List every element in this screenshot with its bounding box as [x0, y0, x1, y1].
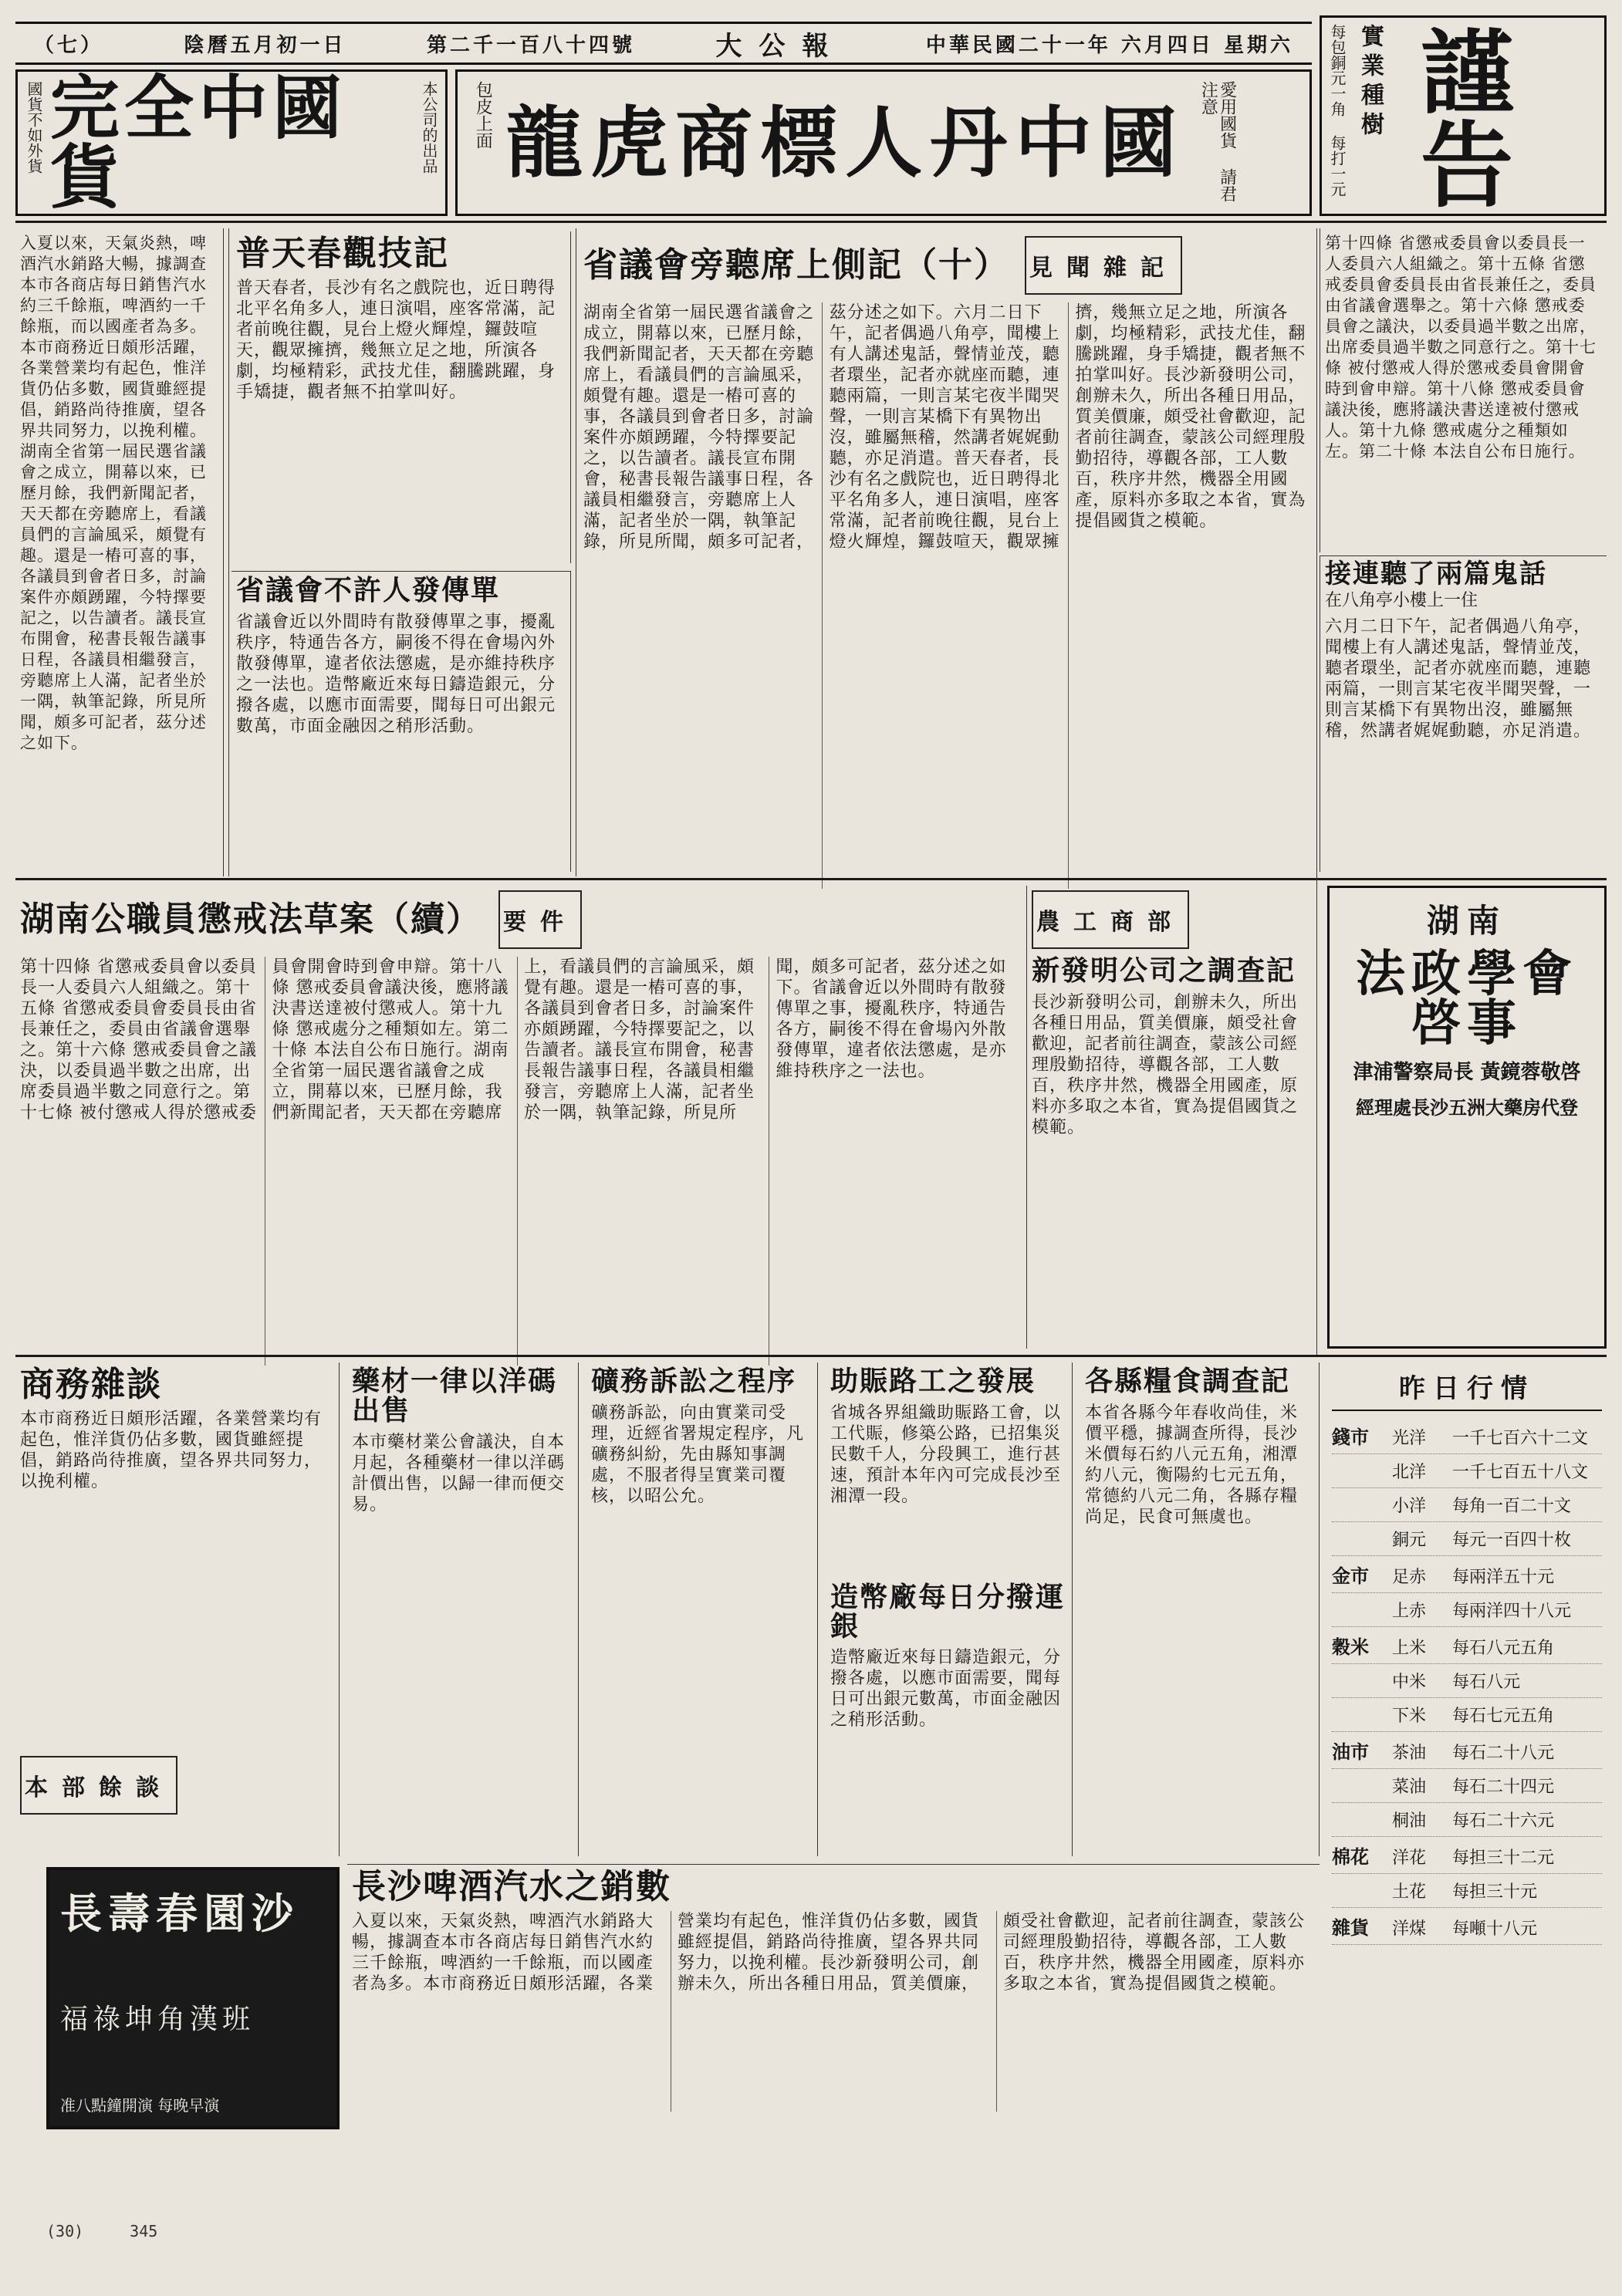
article-body: 本市藥材業公會議決，自本月起，各種藥材一律以洋碼計價出售，以歸一律而便交易。	[352, 1432, 566, 1514]
article-liangshi	[1080, 1362, 1320, 1856]
market-row	[1332, 1522, 1602, 1556]
article-chengjie	[15, 886, 1019, 1349]
article-left-column: 入夏以來，天氣炎熱，啤酒汽水銷路大暢，據調查本市各商店每日銷售汽水約三千餘瓶，啤酒約一千餘瓶，而以國產者為多。本市商務近日頗形活躍，各業營業均有起色，惟洋貨仍佔多數，國貨雖經提倡，銷路尚待推廣，望各界共同努力，以挽利權。湖南全省第一屆民選省議會之成立，開幕以來，已歷月餘，我們新聞記者，天天都在旁聽席上，看議員們的言論風采，頗覺有趣。還是一樁可喜的事，各議員到會者日多，討論案件亦頗踴躍，今特擇要記之，以告讀者。議長宣布開會，秘書長報告議事日程，各議員相繼發言，旁聽席上人滿，記者坐於一隅，執筆記錄，所見所聞，頗多可記者，茲分述之如下。	[15, 228, 224, 876]
market-category: 棉花	[1332, 1845, 1369, 1868]
article-body: 普天春者，長沙有名之戲院也，近日聘得北平名角多人，連日演唱，座客常滿，記者前晚往觀，見台上燈火輝煌，鑼鼓喧天，觀眾擁擠，幾無立足之地，所演各劇，均極精彩，武技尤佳，翻騰跳躍，身手矯捷，觀者無不拍掌叫好。	[236, 279, 556, 403]
ad-headline-center: 龍虎商標人丹中國	[505, 97, 1185, 188]
divider-top	[15, 221, 1607, 223]
market-item: 足赤	[1392, 1568, 1427, 1587]
ad-line2: 福祿坤角漢班	[60, 2003, 255, 2035]
market-value: 每担三十二元	[1452, 1849, 1555, 1868]
market-row	[1332, 1698, 1602, 1732]
article-title: 省議會旁聽席上側記（十）	[583, 245, 1009, 285]
market-category: 金市	[1332, 1565, 1369, 1587]
footer-num: 345	[130, 2222, 158, 2240]
ad-headline: 完全中國貨	[50, 67, 346, 218]
market-row	[1332, 1417, 1602, 1454]
market-row	[1332, 1874, 1602, 1908]
column-label-jianwen: 見聞雜記	[1025, 236, 1182, 295]
market-item: 中米	[1392, 1673, 1427, 1692]
page-number: （七）	[34, 33, 104, 57]
market-row	[1332, 1803, 1602, 1837]
article-title: 助賑路工之發展	[830, 1365, 1036, 1397]
article-title: 湖南公職員懲戒法草案（續）	[20, 899, 482, 939]
ad-title: 法政學會啓事	[1356, 945, 1578, 1052]
article-yaocai	[347, 1362, 579, 1856]
market-value: 每担三十元	[1452, 1882, 1538, 1902]
article-title: 省議會不許人發傳單	[236, 574, 501, 606]
article-putianchun	[231, 231, 571, 563]
market-value: 每元一百四十枚	[1452, 1531, 1572, 1550]
ad-line1: 長壽春園沙	[60, 1889, 299, 1938]
top-right-ad	[1320, 15, 1607, 216]
article-body: 本省各縣今年春收尚佳，米價平穩，據調查所得，長沙米價每石約八元五角，湘潭約八元，衡陽約七元五角，常德約八元二角，各縣存糧尚足，民食可無虞也。	[1085, 1403, 1299, 1527]
date-line: 中華民國二十一年 六月四日 星期六	[925, 33, 1293, 57]
market-row	[1332, 1769, 1602, 1803]
article-kuangwu	[586, 1362, 818, 1856]
footer-left: (30)	[46, 2222, 84, 2240]
market-category: 雜貨	[1332, 1916, 1369, 1939]
article-body: 造幣廠近來每日鑄造銀元，分撥各處，以應市面需要，聞每日可出銀元數萬，市面金融因之稍形活動。	[830, 1648, 1062, 1730]
article-body: 本市商務近日頗形活躍，各業營業均有起色，惟洋貨仍佔多數，國貨雖經提倡，銷路尚待推廣，望各界共同努力，以挽利權。	[20, 1410, 323, 1492]
theatre-ad	[46, 1867, 340, 2129]
ad-side-text: 每包銅元一角 每打一元	[1328, 24, 1347, 197]
market-value: 一千七百六十二文	[1452, 1429, 1589, 1448]
market-item: 銅元	[1392, 1531, 1427, 1550]
article-guihua	[1320, 555, 1607, 872]
article-title: 接連聽了兩篇鬼話	[1325, 559, 1547, 589]
column-label-benbu: 本部餘談	[20, 1756, 177, 1815]
market-category: 錢市	[1332, 1426, 1369, 1448]
lunar-date: 陰曆五月初一日	[184, 33, 346, 57]
article-title: 各縣糧食調查記	[1085, 1365, 1291, 1397]
law-society-ad	[1327, 886, 1607, 1349]
article-xinfaming	[1026, 886, 1320, 1349]
market-item: 菜油	[1392, 1778, 1427, 1797]
ad-headline-right: 謹告	[1405, 24, 1514, 209]
article-title: 藥材一律以洋碼出售	[352, 1365, 558, 1427]
article-body: 湖南全省第一屆民選省議會之成立，開幕以來，已歷月餘，我們新聞記者，天天都在旁聽席上，看議員們的言論風采，頗覺有趣。還是一樁可喜的事，各議員到會者日多，討論案件亦頗踴躍，今特擇要記之，以告讀者。議長宣布開會，秘書長報告議事日程，各議員相繼發言，旁聽席上人滿，記者坐於一隅，執筆記錄，所見所聞，頗多可記者，茲分述之如下。六月二日下午，記者偶過八角亭，聞樓上有人講述鬼話，聲情並茂，聽者環坐，記者亦就座而聽，連聽兩篇，一則言某宅夜半聞哭聲，一則言某橋下有異物出沒，雖屬無稽，然講者娓娓動聽，亦足消遣。普天春者，長沙有名之戲院也，近日聘得北平名角多人，連日演唱，座客常滿，記者前晚往觀，見台上燈火輝煌，鑼鼓喧天，觀眾擁擠，幾無立足之地，所演各劇，均極精彩，武技尤佳，翻騰跳躍，身手矯捷，觀者無不拍掌叫好。長沙新發明公司，創辦未久，所出各種日用品，質美價廉，頗受社會歡迎，記者前往調查，蒙該公司經理殷勤招待，導觀各部，工人數百，秩序井然，機器全用國產，原料亦多取之本省，實為提倡國貨之模範。	[583, 303, 1306, 552]
market-item: 土花	[1392, 1882, 1427, 1902]
market-item: 洋煤	[1392, 1920, 1427, 1939]
article-shangwu	[15, 1362, 340, 1856]
column-label-nonggong: 農工商部	[1032, 890, 1189, 949]
article-right-upper: 第十四條 省懲戒委員會以委員長一人委員六人組織之。第十五條 省懲戒委員會委員長由省長兼任之，委員由省議會選舉之。第十六條 懲戒委員會之議決，以委員過半數之出席，出席委員過半數之同意行之。第十七條 被付懲戒人得於懲戒委員會開會時到會申辯。第十八條 懲戒委員會議決後，應將議決書送達被付懲戒人。第十九條 懲戒處分之種類如左。第二十條 本法自公布日施行。	[1320, 228, 1607, 552]
market-value: 每石八元	[1452, 1673, 1521, 1692]
paper-name: 大公報	[715, 30, 846, 62]
divider-lower	[15, 1355, 1607, 1357]
market-row	[1332, 1837, 1602, 1874]
issue-number: 第二千一百八十四號	[426, 33, 635, 57]
market-item: 上米	[1392, 1639, 1427, 1658]
market-row	[1332, 1664, 1602, 1698]
ad-note-1: 國貨不如外貨	[25, 81, 43, 174]
article-title: 普天春觀技記	[236, 234, 449, 273]
ad-side-note: 包皮上面	[473, 81, 493, 149]
market-row	[1332, 1627, 1602, 1664]
market-row	[1332, 1454, 1602, 1488]
market-title: 昨日行情	[1332, 1367, 1602, 1411]
market-row	[1332, 1908, 1602, 1945]
ad-head: 湖南	[1426, 902, 1507, 940]
market-value: 每噸十八元	[1452, 1920, 1538, 1939]
market-item: 洋花	[1392, 1849, 1427, 1868]
article-title: 長沙啤酒汽水之銷數	[352, 1867, 671, 1906]
ad-notice: 津浦警察局長 黃鏡蓉敬啓	[1353, 1061, 1581, 1084]
article-subtitle: 在八角亭小樓上一住	[1325, 590, 1478, 610]
market-row	[1332, 1732, 1602, 1769]
article-body: 省城各界組織助賑路工會，以工代賑，修築公路，已招集災民數千人，分段興工，進行甚速，預計本年內可完成長沙至湘潭一段。	[830, 1403, 1062, 1506]
ad-side: 准八點鐘開演 每晚早演	[60, 2096, 220, 2115]
ad-banner: 實業種樹	[1357, 24, 1384, 141]
market-category: 穀米	[1332, 1636, 1369, 1658]
market-value: 每兩洋四十八元	[1452, 1602, 1572, 1621]
market-value: 一千七百五十八文	[1452, 1463, 1589, 1482]
article-body: 第十四條 省懲戒委員會以委員長一人委員六人組織之。第十五條 省懲戒委員會委員長由省長兼任之，委員由省議會選舉之。第十六條 懲戒委員會之議決，以委員過半數之出席，出席委員過半數之同意行之。第十七條 被付懲戒人得於懲戒委員會開會時到會申辯。第十八條 懲戒委員會議決後，應將議決書送達被付懲戒人。第十九條 懲戒處分之種類如左。第二十條 本法自公布日施行。湖南全省第一屆民選省議會之成立，開幕以來，已歷月餘，我們新聞記者，天天都在旁聽席上，看議員們的言論風采，頗覺有趣。還是一樁可喜的事，各議員到會者日多，討論案件亦頗踴躍，今特擇要記之，以告讀者。議長宣布開會，秘書長報告議事日程，各議員相繼發言，旁聽席上人滿，記者坐於一隅，執筆記錄，所見所聞，頗多可記者，茲分述之如下。省議會近以外間時有散發傳單之事，擾亂秩序，特通告各方，嗣後不得在會場內外散發傳單，違者依法懲處，是亦維持秩序之一法也。	[20, 957, 1007, 1123]
page-footer	[46, 2222, 278, 2253]
market-row	[1332, 1488, 1602, 1522]
ad-note-2: 本公司的出品	[420, 81, 438, 174]
market-value: 每石七元五角	[1452, 1707, 1555, 1726]
market-value: 每石二十八元	[1452, 1744, 1555, 1763]
market-value: 每石二十四元	[1452, 1778, 1555, 1797]
article-body: 省議會近以外間時有散發傳單之事，擾亂秩序，特通告各方，嗣後不得在會場內外散發傳單，違者依法懲處，是亦維持秩序之一法也。造幣廠近來每日鑄造銀元，分撥各處，以應市面需要，聞每日可出銀元數萬，市面金融因之稍形活動。	[236, 612, 556, 736]
article-pijiu	[347, 1864, 1320, 2126]
market-item: 桐油	[1392, 1811, 1427, 1831]
market-item: 上赤	[1392, 1602, 1427, 1621]
market-category: 油市	[1332, 1741, 1369, 1763]
article-body: 長沙新發明公司，創辦未久，所出各種日用品，質美價廉，頗受社會歡迎，記者前往調查，蒙該公司經理殷勤招待，導觀各部，工人數百，秩序井然，機器全用國產，原料亦多取之本省，實為提倡國貨之模範。	[1032, 992, 1299, 1137]
article-title: 造幣廠每日分撥運銀	[830, 1580, 1066, 1643]
ad-agent: 經理處長沙五洲大藥房代登	[1356, 1096, 1578, 1119]
column-label-yaojian: 要件	[498, 890, 582, 949]
article-pangting	[579, 231, 1312, 872]
market-value: 每兩洋五十元	[1452, 1568, 1555, 1587]
market-item: 下米	[1392, 1707, 1427, 1726]
market-quotes	[1327, 1362, 1607, 2134]
article-title: 商務雜談	[20, 1365, 162, 1404]
market-item: 小洋	[1392, 1497, 1427, 1516]
market-item: 北洋	[1392, 1463, 1427, 1482]
article-title: 新發明公司之調查記	[1032, 954, 1296, 987]
market-item: 光洋	[1392, 1429, 1427, 1448]
market-value: 每石二十六元	[1452, 1811, 1555, 1831]
divider-middle	[15, 878, 1607, 880]
market-value: 每石八元五角	[1452, 1639, 1555, 1658]
article-body: 六月二日下午，記者偶過八角亭，聞樓上有人講述鬼話，聲情並茂，聽者環坐，記者亦就座而聽，連聽兩篇，一則言某宅夜半聞哭聲，一則言某橋下有異物出沒，雖屬無稽，然講者娓娓動聽，亦足消遣。	[1325, 616, 1592, 741]
top-center-ad	[455, 69, 1312, 216]
article-body: 礦務訴訟，向由實業司受理，近經省署規定程序，凡礦務糾紛，先由縣知事調處，不服者得呈實業司覆核，以昭公允。	[591, 1403, 805, 1506]
ad-small-note: 愛用國貨 請君注意	[1198, 81, 1237, 202]
article-body: 入夏以來，天氣炎熱，啤酒汽水銷路大暢，據調查本市各商店每日銷售汽水約三千餘瓶，啤酒約一千餘瓶，而以國產者為多。本市商務近日頗形活躍，各業營業均有起色，惟洋貨仍佔多數，國貨雖經提倡，銷路尚待推廣，望各界共同努力，以挽利權。長沙新發明公司，創辦未久，所出各種日用品，質美價廉，頗受社會歡迎，記者前往調查，蒙該公司經理殷勤招待，導觀各部，工人數百，秩序井然，機器全用國產，原料亦多取之本省，實為提倡國貨之模範。	[352, 1912, 1306, 1994]
market-value: 每角一百二十文	[1452, 1497, 1572, 1516]
market-row	[1332, 1556, 1602, 1593]
market-rows	[1332, 1417, 1602, 1945]
col-rule	[228, 228, 229, 876]
market-row	[1332, 1593, 1602, 1627]
article-title: 礦務訴訟之程序	[591, 1365, 797, 1397]
col-rule	[1316, 228, 1317, 1355]
masthead	[15, 22, 1312, 65]
market-item: 茶油	[1392, 1744, 1427, 1763]
article-chuandan	[231, 571, 571, 872]
article-zhuzhen	[826, 1362, 1073, 1856]
top-left-ad	[15, 69, 448, 216]
